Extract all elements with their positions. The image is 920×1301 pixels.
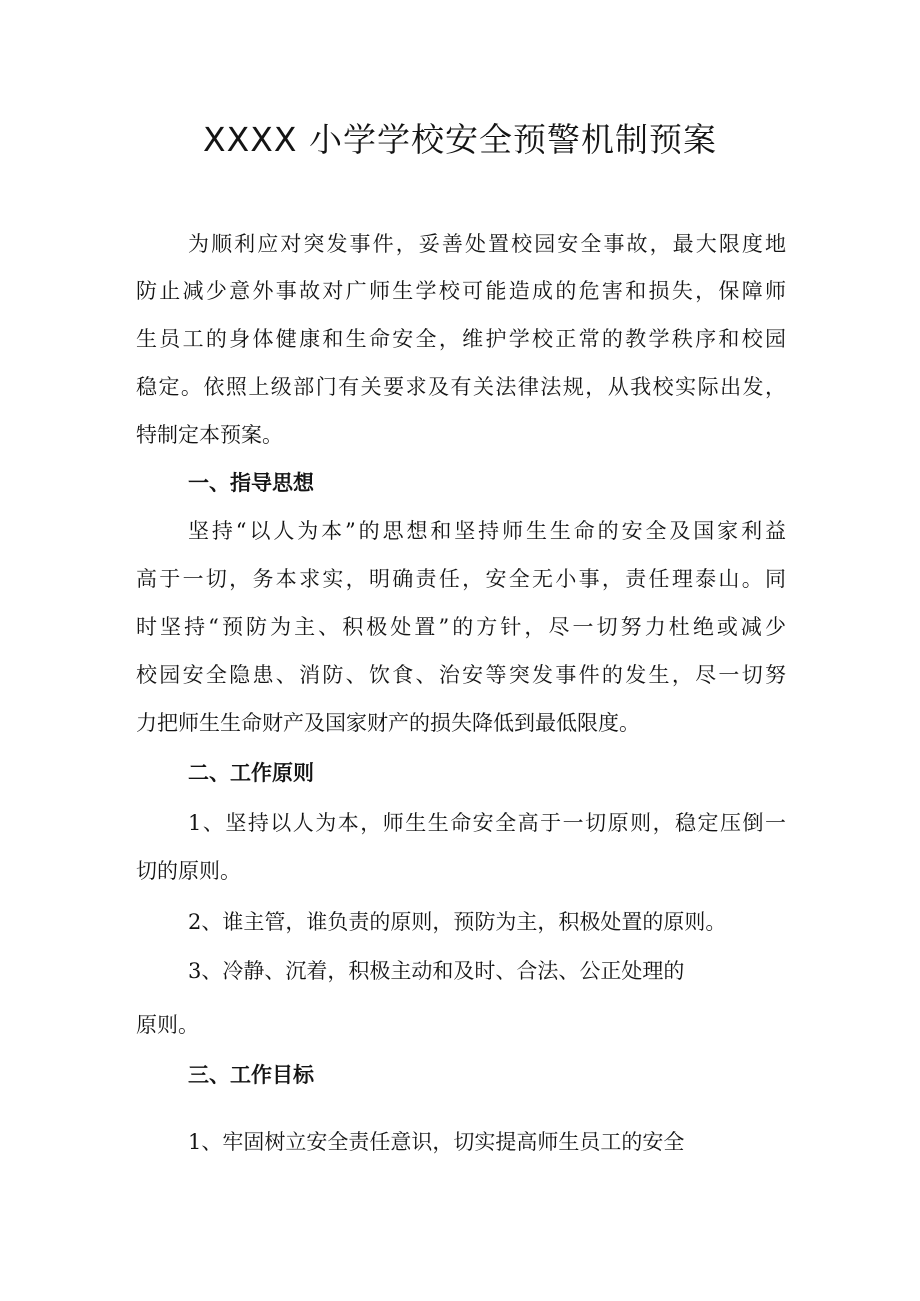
section1-line-2: 高于一切，务本求实，明确责任，安全无小事，责任理泰山。同: [136, 567, 786, 591]
section-heading-guiding-ideology: 一、指导思想: [188, 471, 314, 495]
intro-line-2: 防止减少意外事故对广师生学校可能造成的危害和损失，保障师: [136, 279, 786, 303]
section1-line-3: 时坚持“预防为主、积极处置”的方针，尽一切努力杜绝或减少: [136, 615, 786, 639]
document-title: XXXX 小学学校安全预警机制预案: [203, 120, 717, 159]
principle-1-line-2: 切的原则。: [136, 859, 241, 883]
section1-line-1: 坚持“以人为本”的思想和坚持师生生命的安全及国家利益: [188, 519, 786, 543]
principle-3-line-1: 3、冷静、沉着，积极主动和及时、合法、公正处理的: [188, 959, 685, 983]
principle-3-line-2: 原则。: [136, 1013, 199, 1037]
principle-1-line-1: 1、坚持以人为本，师生生命安全高于一切原则，稳定压倒一: [188, 811, 786, 835]
goal-1-line-1: 1、牢固树立安全责任意识，切实提高师生员工的安全: [188, 1130, 685, 1154]
intro-line-5: 特制定本预案。: [136, 423, 283, 447]
principle-2: 2、谁主管，谁负责的原则，预防为主，积极处置的原则。: [188, 910, 727, 934]
section-heading-work-principles: 二、工作原则: [188, 761, 314, 785]
intro-line-3: 生员工的身体健康和生命安全，维护学校正常的教学秩序和校园: [136, 327, 786, 351]
section1-line-5: 力把师生生命财产及国家财产的损失降低到最低限度。: [136, 711, 640, 735]
intro-line-1: 为顺利应对突发事件，妥善处置校园安全事故，最大限度地: [188, 232, 786, 256]
section1-line-4: 校园安全隐患、消防、饮食、治安等突发事件的发生，尽一切努: [136, 663, 786, 687]
section-heading-work-goals: 三、工作目标: [188, 1063, 314, 1087]
intro-line-4: 稳定。依照上级部门有关要求及有关法律法规，从我校实际出发，: [136, 375, 786, 399]
